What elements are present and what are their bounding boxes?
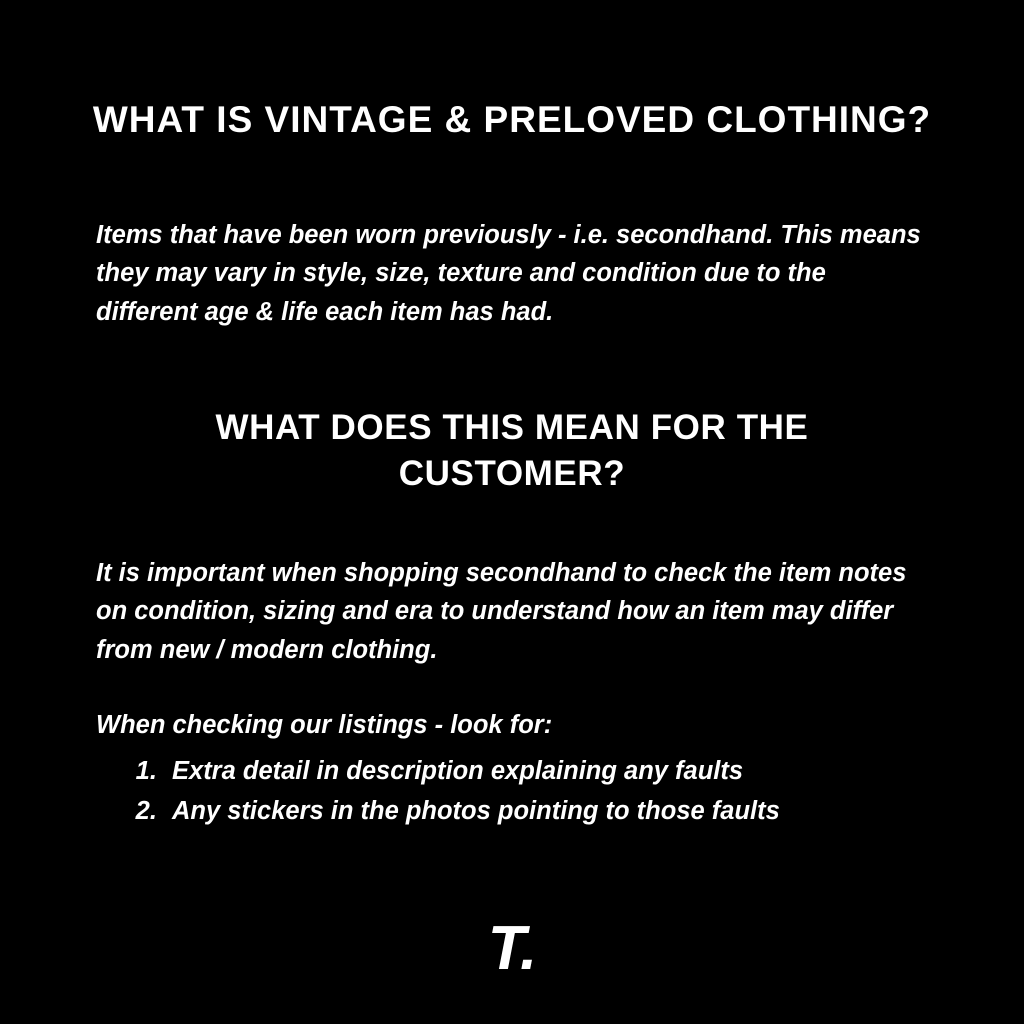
page-title: WHAT IS VINTAGE & PRELOVED CLOTHING? bbox=[92, 98, 932, 140]
checklist bbox=[118, 752, 928, 833]
list-item: 2. Any stickers in the photos pointing to those faults bbox=[164, 792, 928, 830]
paragraph-customer-guidance: It is important when shopping secondhand to check the item notes on condition, sizing and era to understand how an item may differ from new / modern clothing. bbox=[96, 558, 907, 664]
section-heading-customer: WHAT DOES THIS MEAN FOR THE CUSTOMER? bbox=[215, 408, 809, 493]
paragraph-listings-prompt: When checking our listings - look for: bbox=[96, 710, 553, 739]
brand-logo: T. bbox=[487, 914, 537, 983]
paragraph-vintage-definition: Items that have been worn previously - i.e. secondhand. This means they may vary in style, size, texture and condition due to the different age & life each item has had. bbox=[96, 220, 921, 326]
list-item: 1. Extra detail in description explaining any faults bbox=[164, 752, 928, 790]
